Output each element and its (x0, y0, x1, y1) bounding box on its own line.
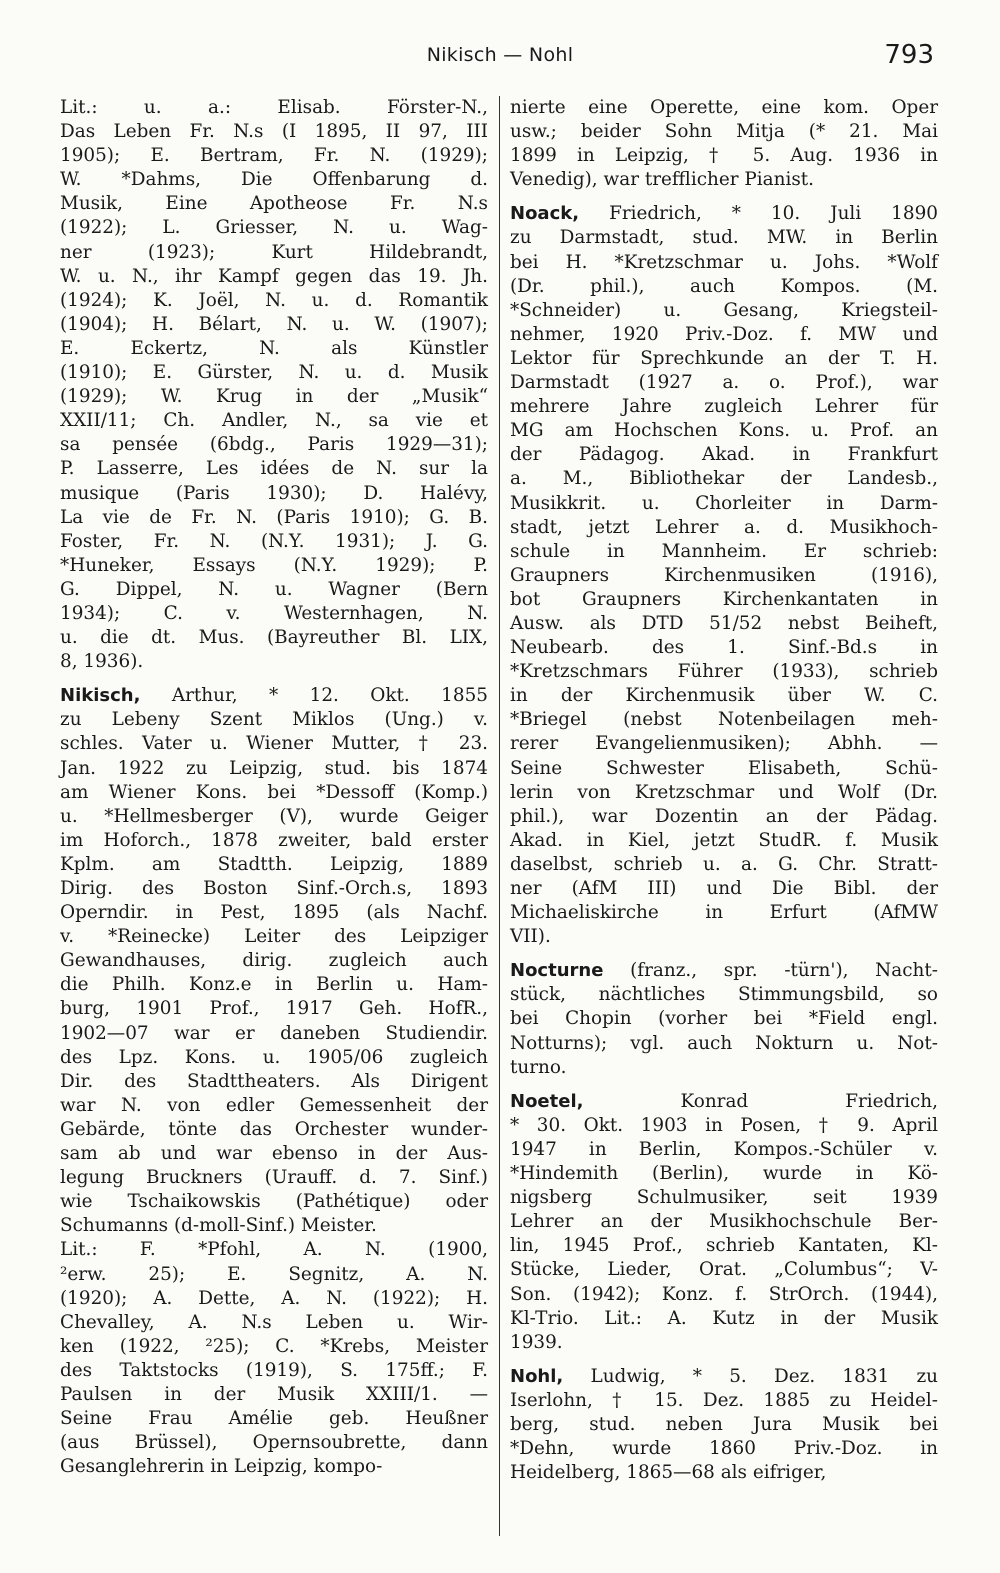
text-line: musique (Paris 1930); D. Halévy, (60, 482, 488, 504)
text-line: in der Kirchenmusik über W. C. (510, 685, 938, 707)
text-line: 1939. (510, 1331, 563, 1353)
text-line (510, 1090, 938, 1114)
text-line: La vie de Fr. N. (Paris 1910); G. B. (60, 506, 488, 528)
text-line: nigsberg Schulmusiker, seit 1939 (510, 1187, 938, 1209)
text-line: (Dr. phil.), auch Kompos. (M. (510, 275, 938, 297)
text-line: VII). (510, 926, 551, 948)
text-line: Lit.: F. *Pfohl, A. N. (1900, (60, 1239, 488, 1261)
text-line: 1899 in Leipzig, † 5. Aug. 1936 in (510, 145, 938, 167)
text-line: a. M., Bibliothekar der Landesb., (510, 468, 938, 490)
text-line: am Wiener Kons. bei *Dessoff (Komp.) (60, 781, 488, 803)
text-line: W. u. N., ihr Kampf gegen das 19. Jh. (60, 265, 488, 287)
text-line: 1934); C. v. Westernhagen, N. (60, 602, 488, 624)
text-line: Notturns); vgl. auch Nokturn u. Not- (510, 1032, 938, 1054)
text-line: Lektor für Sprechkunde an der T. H. (510, 347, 938, 369)
text-line: burg, 1901 Prof., 1917 Geh. HofR., (60, 998, 488, 1020)
entry-noack (510, 202, 938, 949)
text-line: Iserlohn, † 15. Dez. 1885 zu Heidel- (510, 1389, 938, 1411)
text-line: Dir. des Stadttheaters. Als Dirigent (60, 1070, 488, 1092)
text-line: wie Tschaikowskis (Pathétique) oder (60, 1191, 488, 1213)
text-line: Heidelberg, 1865—68 als eifriger, (510, 1462, 827, 1484)
text-line: Lit.: u. a.: Elisab. Förster-N., (60, 97, 488, 118)
text-line: Chevalley, A. N.s Leben u. Wir- (60, 1311, 488, 1333)
text-line: mehrere Jahre zugleich Lehrer für (510, 396, 938, 418)
text-line: schule in Mannheim. Er schrieb: (510, 540, 938, 562)
text-line: Gesanglehrerin in Leipzig, kompo- (60, 1456, 383, 1478)
text-line: Musikkrit. u. Chorleiter in Darm- (510, 492, 938, 514)
text-line: Schumanns (d-moll-Sinf.) Meister. (60, 1215, 377, 1237)
text-line: stück, nächtliches Stimmungsbild, so (510, 984, 938, 1006)
text-line: MG am Hochschen Kons. u. Prof. an (510, 420, 938, 442)
text-line: W. *Dahms, Die Offenbarung d. (60, 169, 488, 191)
text-line (510, 202, 938, 226)
text-line: Darmstadt (1927 a. o. Prof.), war (510, 372, 938, 394)
text-line: Son. (1942); Konz. f. StrOrch. (1944), (510, 1283, 938, 1305)
text-line: Gewandhauses, dirig. zugleich auch (60, 950, 488, 972)
text-line: daselbst, schrieb u. a. G. Chr. Stratt- (510, 853, 938, 875)
text-line: Ausw. als DTD 51/52 nebst Beiheft, (510, 612, 938, 634)
text-line: war N. von edler Gemessenheit der (60, 1094, 488, 1116)
text-line: zu Lebeny Szent Miklos (Ung.) v. (60, 709, 488, 731)
text-line: Venedig), war trefflicher Pianist. (510, 169, 815, 191)
text-line: *Schneider) u. Gesang, Kriegsteil- (510, 299, 938, 321)
left-column (60, 96, 488, 1479)
text-line: (1920); A. Dette, A. N. (1922); H. (60, 1287, 488, 1309)
headword: Nohl, (510, 1365, 564, 1387)
text-line: lerin von Kretzschmar und Wolf (Dr. (510, 781, 938, 803)
entry-nohl (510, 1365, 938, 1485)
text-line: Neubearb. des 1. Sinf.-Bd.s in (510, 637, 938, 659)
text-line: rerer Evangelienmusiken); Abhh. — (510, 733, 938, 755)
line-text: Arthur, * 12. Okt. 1855 (171, 685, 488, 707)
text-line: sa pensée (6bdg., Paris 1929—31); (60, 434, 488, 456)
text-line (60, 684, 488, 708)
text-line: 8, 1936). (60, 651, 144, 673)
text-line: schles. Vater u. Wiener Mutter, † 23. (60, 733, 488, 755)
entry-nocturne (510, 959, 938, 1079)
text-line: (1910); E. Gürster, N. u. d. Musik (60, 362, 488, 384)
text-line: turno. (510, 1056, 567, 1078)
entry-noetel (510, 1090, 938, 1355)
page-number: 793 (884, 40, 934, 70)
text-line: bei Chopin (vorher bei *Field engl. (510, 1008, 938, 1030)
text-line: Jan. 1922 zu Leipzig, stud. bis 1874 (60, 757, 488, 779)
text-line: Kl-Trio. Lit.: A. Kutz in der Musik (510, 1307, 938, 1329)
text-line: Lehrer an der Musikhochschule Ber- (510, 1211, 938, 1233)
text-line: 1905); E. Bertram, Fr. N. (1929); (60, 145, 488, 167)
text-line: (1924); K. Joël, N. u. d. Romantik (60, 289, 488, 311)
text-line: Michaeliskirche in Erfurt (AfMW (510, 902, 938, 924)
running-head: Nikisch — Nohl (426, 44, 574, 66)
line-text: Konrad Friedrich, (680, 1090, 938, 1112)
text-line: P. Lasserre, Les idées de N. sur la (60, 458, 488, 480)
text-line: Musik, Eine Apotheose Fr. N.s (60, 193, 488, 215)
page-header (0, 38, 1000, 78)
text-line: 1947 in Berlin, Kompos.-Schüler v. (510, 1138, 938, 1160)
text-line (510, 959, 938, 983)
text-line: zu Darmstadt, stud. MW. in Berlin (510, 227, 938, 249)
text-line: Paulsen in der Musik XXIII/1. — (60, 1383, 488, 1405)
line-text: (franz., spr. -türn'), Nacht- (630, 960, 938, 982)
text-line: ner (1923); Kurt Hildebrandt, (60, 241, 488, 263)
text-line: Graupners Kirchenmusiken (1916), (510, 564, 938, 586)
text-line: *Huneker, Essays (N.Y. 1929); P. (60, 554, 488, 576)
text-line: bei H. *Kretzschmar u. Johs. *Wolf (510, 251, 938, 273)
text-line: Stücke, Lieder, Orat. „Columbus“; V- (510, 1259, 938, 1281)
text-line: ner (AfM III) und Die Bibl. der (510, 878, 938, 899)
text-line: Foster, Fr. N. (N.Y. 1931); J. G. (60, 530, 488, 552)
text-line: Kplm. am Stadtth. Leipzig, 1889 (60, 853, 488, 875)
text-line: E. Eckertz, N. als Künstler (60, 337, 488, 359)
text-line: (1904); H. Bélart, N. u. W. (1907); (60, 313, 488, 335)
text-line: (aus Brüssel), Opernsoubrette, dann (60, 1432, 488, 1454)
text-line: *Briegel (nebst Notenbeilagen meh- (510, 709, 938, 731)
text-line: Akad. in Kiel, jetzt StudR. f. Musik (510, 829, 938, 851)
nikisch-literature (60, 1238, 488, 1479)
nietzsche-literature (60, 96, 488, 674)
text-line: berg, stud. neben Jura Musik bei (510, 1413, 938, 1435)
text-line: *Dehn, wurde 1860 Priv.-Doz. in (510, 1438, 938, 1460)
text-line: XXII/11; Ch. Andler, N., sa vie et (60, 410, 488, 432)
text-line: v. *Reinecke) Leiter des Leipziger (60, 926, 488, 948)
text-line: ken (1922, ²25); C. *Krebs, Meister (60, 1335, 488, 1357)
text-line: *Kretzschmars Führer (1933), schrieb (510, 661, 938, 683)
headword: Noetel, (510, 1090, 584, 1112)
text-line: (1922); L. Griesser, N. u. Wag- (60, 217, 488, 239)
text-line: ²erw. 25); E. Segnitz, A. N. (60, 1263, 488, 1285)
text-line: der Pädagog. Akad. in Frankfurt (510, 444, 938, 466)
text-line: des Lpz. Kons. u. 1905/06 zugleich (60, 1046, 488, 1068)
line-text: Ludwig, * 5. Dez. 1831 zu (590, 1365, 938, 1387)
entry-nikisch-continued (510, 96, 938, 192)
text-line: phil.), war Dozentin an der Pädag. (510, 805, 938, 827)
text-line: nehmer, 1920 Priv.-Doz. f. MW und (510, 323, 938, 345)
entry-nikisch (60, 684, 488, 1238)
text-line: Das Leben Fr. N.s (I 1895, II 97, III (60, 121, 488, 143)
text-line: (1929); W. Krug in der „Musik“ (60, 386, 488, 408)
text-line: usw.; beider Sohn Mitja (* 21. Mai (510, 121, 938, 143)
text-line: G. Dippel, N. u. Wagner (Bern (60, 578, 488, 600)
text-line: Dirig. des Boston Sinf.-Orch.s, 1893 (60, 878, 488, 899)
text-line: stadt, jetzt Lehrer a. d. Musikhoch- (510, 516, 938, 538)
right-column (510, 96, 938, 1485)
text-line: 1902—07 war er daneben Studiendir. (60, 1022, 488, 1044)
text-line: Seine Schwester Elisabeth, Schü- (510, 757, 938, 779)
text-line (510, 1365, 938, 1389)
line-text: Friedrich, * 10. Juli 1890 (609, 203, 938, 225)
text-line: u. *Hellmesberger (V), wurde Geiger (60, 805, 488, 827)
text-line: legung Bruckners (Urauff. d. 7. Sinf.) (60, 1167, 488, 1189)
text-line: nierte eine Operette, eine kom. Oper (510, 97, 938, 118)
text-line: sam ab und war ebenso in der Aus- (60, 1143, 488, 1165)
headword: Nikisch, (60, 685, 141, 707)
text-line: bot Graupners Kirchenkantaten in (510, 588, 938, 610)
text-line: u. die dt. Mus. (Bayreuther Bl. LIX, (60, 627, 488, 649)
text-line: die Philh. Konz.e in Berlin u. Ham- (60, 974, 488, 996)
text-line: Operndir. in Pest, 1895 (als Nachf. (60, 902, 488, 924)
column-rule (499, 96, 500, 1536)
headword: Nocturne (510, 960, 604, 982)
text-line: Gebärde, tönte das Orchester wunder- (60, 1118, 488, 1140)
text-line: des Taktstocks (1919), S. 175ff.; F. (60, 1359, 488, 1381)
text-line: * 30. Okt. 1903 in Posen, † 9. April (510, 1114, 938, 1136)
text-line: lin, 1945 Prof., schrieb Kantaten, Kl- (510, 1235, 938, 1257)
text-line: Seine Frau Amélie geb. Heußner (60, 1408, 488, 1430)
text-line: *Hindemith (Berlin), wurde in Kö- (510, 1163, 938, 1185)
text-line: im Hoforch., 1878 zweiter, bald erster (60, 829, 488, 851)
headword: Noack, (510, 203, 580, 225)
